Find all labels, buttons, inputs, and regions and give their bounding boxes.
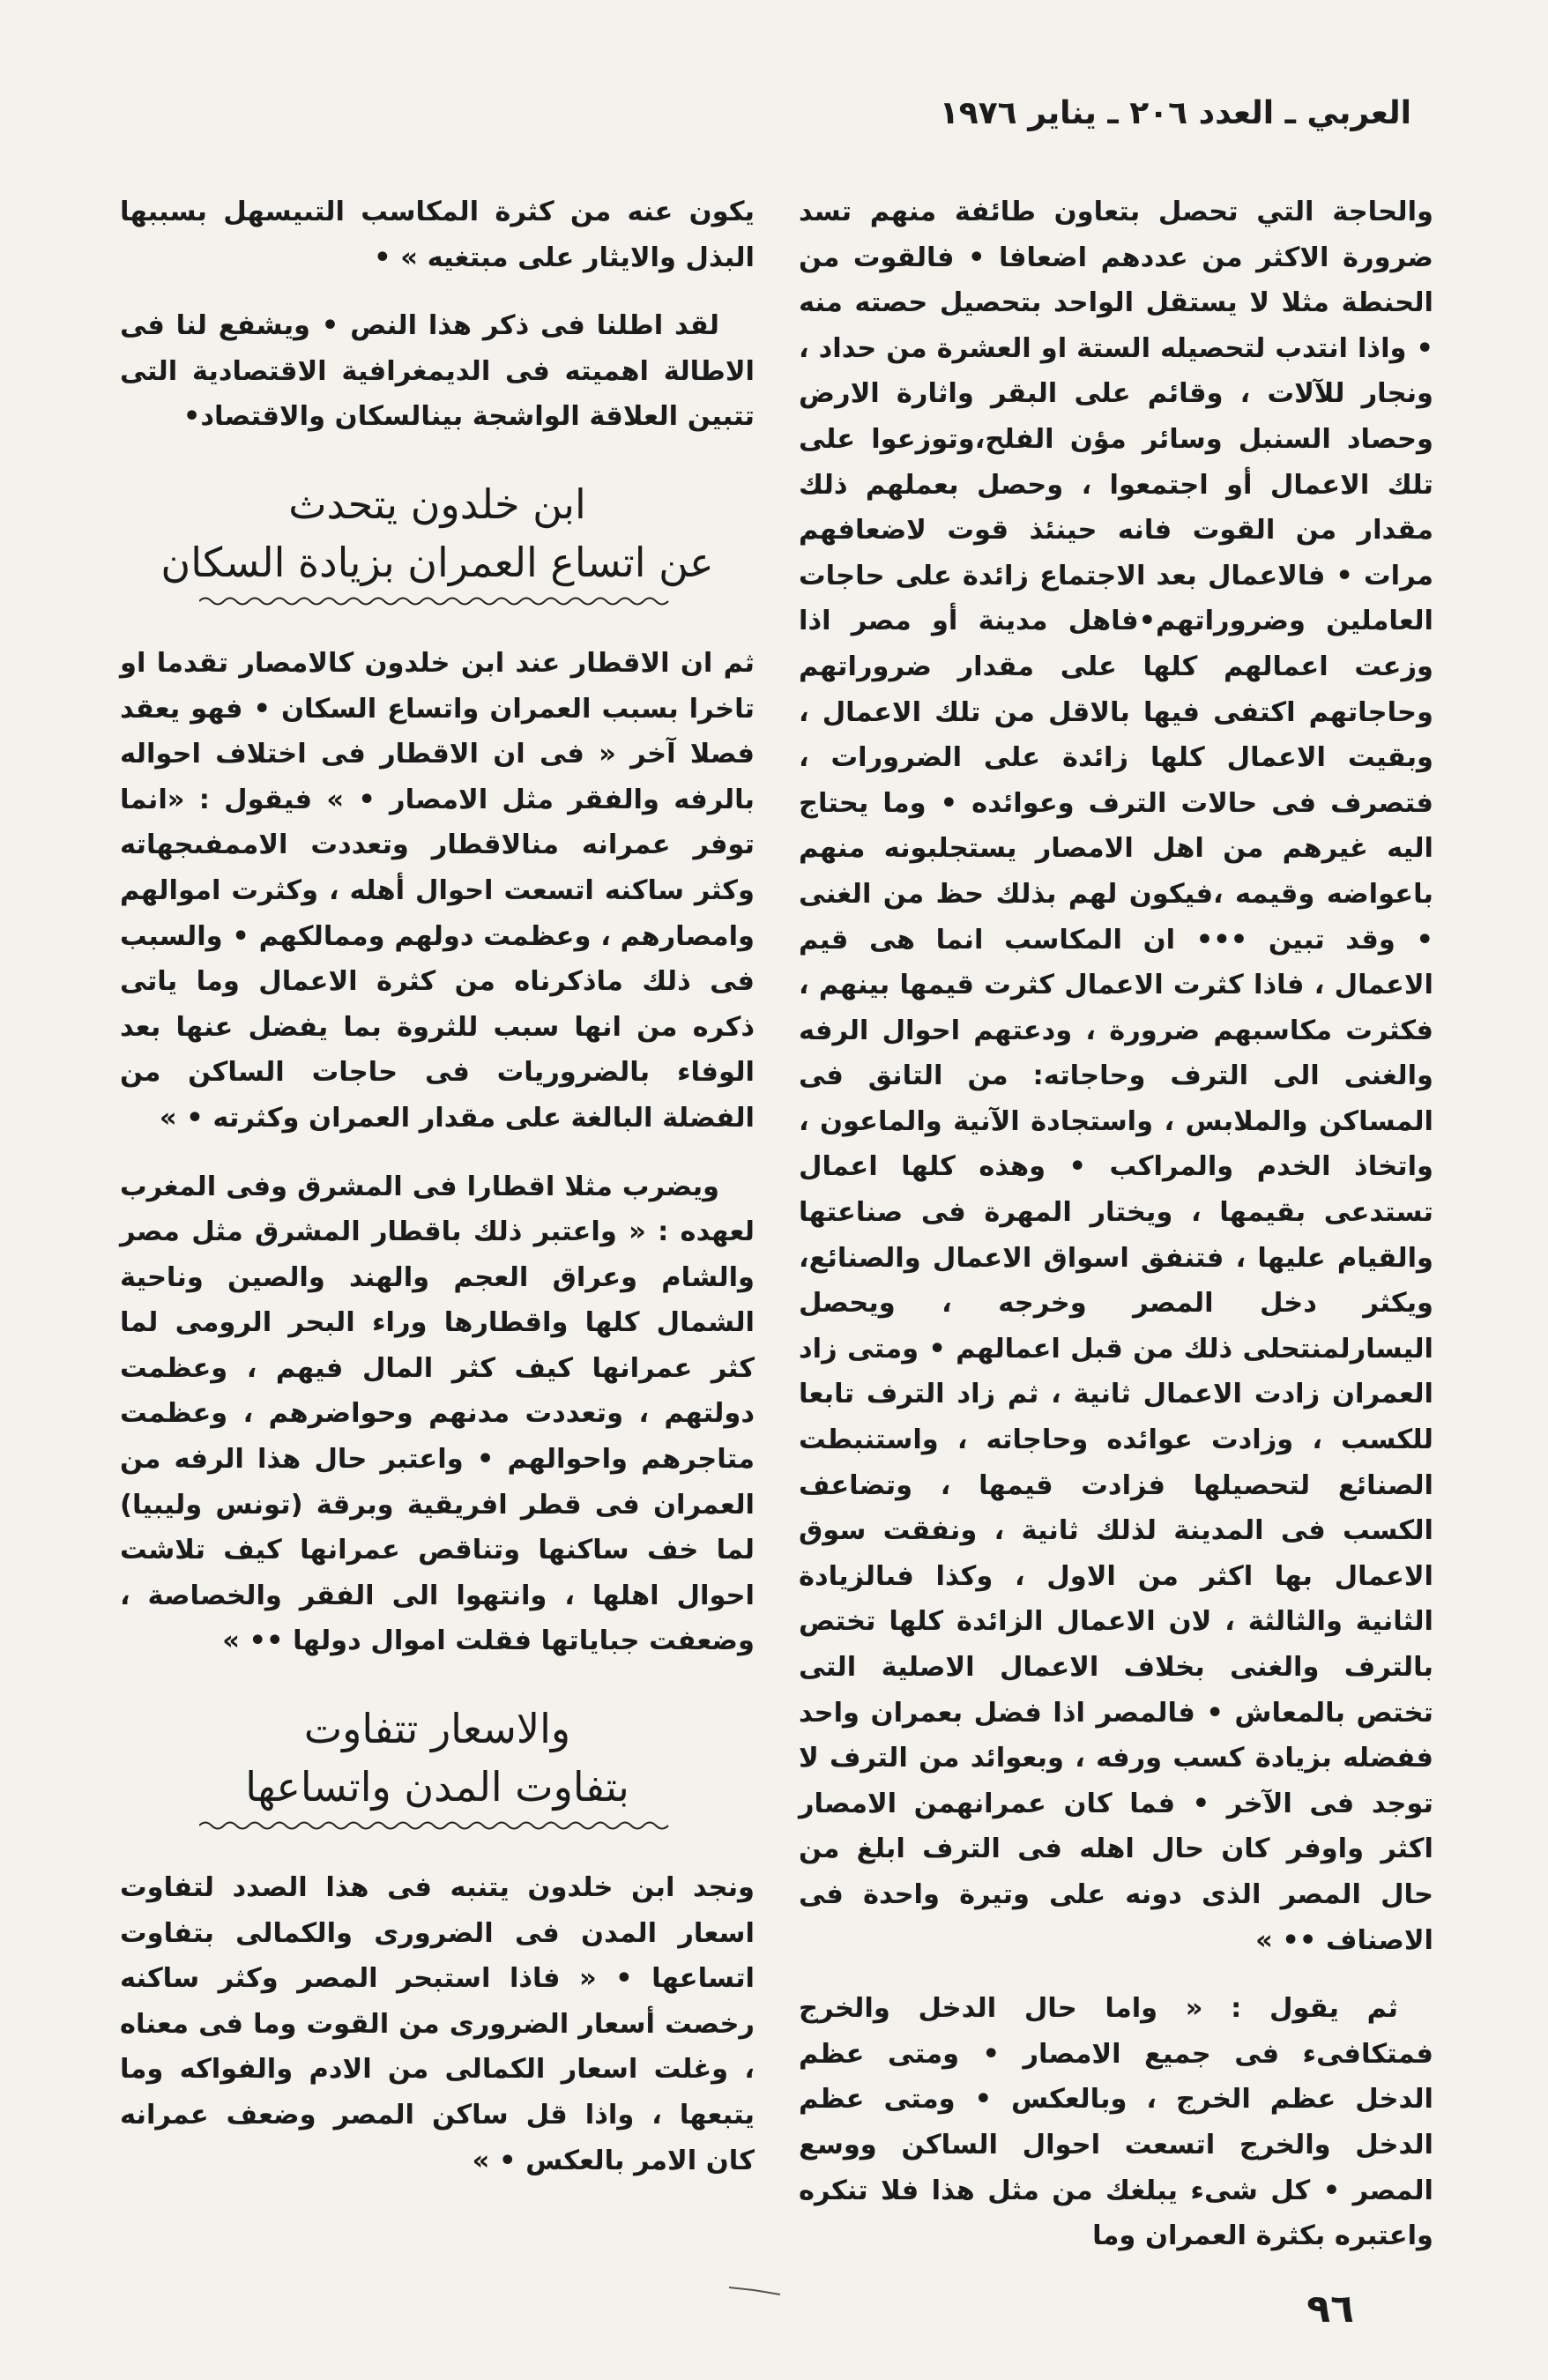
section-heading xyxy=(120,475,755,607)
body-paragraph: ويضرب مثلا اقطارا فى المشرق وفى المغرب لعهده : « واعتبر ذلك باقطار المشرق مثل مصر والشام وعراق العجم والهند والصين وناحية الشمال كلها واقطارها وراء البحر الرومى لما كثر عمرانها كيف كثر المال فيهم ، وعظمت دولتهم ، وتعددت مدنهم وحواضرهم ، وعظمت متاجرهم واحوالهم • واعتبر حال هذا الرفه من العمران فى قطر افريقية وبرقة (تونس وليبيا) لما خف ساكنها وتناقص عمرانها كيف تلاشت احوال اهلها ، وانتهوا الى الفقر والخصاصة ، وضعفت جباياتها فقلت اموال دولها •• » xyxy=(120,1171,755,1657)
body-paragraph: ونجد ابن خلدون يتنبه فى هذا الصدد لتفاوت اسعار المدن فى الضرورى والكمالى بتفاوت اتساعها • « فاذا استبحر المصر وكثر ساكنه رخصت أسعار الضرورى من القوت وما فى معناه ، وغلت اسعار الكمالى من الادم والفواكه وما يتبعها ، واذا قل ساكن المصر وضعف عمرانه كان الامر بالعكس • » xyxy=(120,1872,755,2176)
left-column xyxy=(120,190,755,2206)
page-number: ٩٦ xyxy=(1306,2287,1354,2332)
wavy-underline xyxy=(199,1819,675,1832)
wavy-underline xyxy=(199,595,675,607)
heading-line: ابن خلدون يتحدث xyxy=(288,480,586,528)
heading-line: والاسعار تتفاوت xyxy=(303,1705,571,1753)
body-paragraph: لقد اطلنا فى ذكر هذا النص • ويشفع لنا فى الاطالة اهميته فى الديمغرافية الاقتصادية التى تتبين العلاقة الواشجة بينالسكان والاقتصاد• xyxy=(120,310,755,433)
body-paragraph: والحاجة التي تحصل بتعاون طائفة منهم تسد ضرورة الاكثر من عددهم اضعافا • فالقوت من الحنطة مثلا لا يستقل الواحد بتحصيل حصته منه • واذا انتدب لتحصيله الستة او العشرة من حداد ، ونجار للآلات ، وقائم على البقر واثارة الارض وحصاد السنبل وسائر مؤن الفلح،وتوزعوا على تلك الاعمال أو اجتمعوا ، وحصل بعملهم ذلك مقدار من القوت فانه حينئذ قوت لاضعافهم مرات • فالاعمال بعد الاجتماع زائدة على حاجات العاملين وضروراتهم•فاهل مدينة أو مصر اذا وزعت اعمالهم كلها على مقدار ضروراتهم وحاجاتهم اكتفى فيها بالاقل من تلك الاعمال ، وبقيت الاعمال كلها زائدة على الضرورات ، فتصرف فى حالات الترف وعوائده • وما يحتاج اليه غيرهم من اهل الامصار يستجلبونه منهم باعواضه وقيمه ،فيكون لهم بذلك حظ من الغنى • وقد تبين ••• ان المكاسب انما هى قيم الاعمال ، فاذا كثرت الاعمال كثرت قيمها بينهم ، فكثرت مكاسبهم ضرورة ، ودعتهم احوال الرفه والغنى الى الترف وحاجاته: من التانق فى المساكن والملابس ، واستجادة الآنية والماعون ، واتخاذ الخدم والمراكب • وهذه كلها اعمال تستدعى بقيمها ، ويختار المهرة فى صناعتها والقيام عليها ، فتنفق اسواق الاعمال والصنائع، ويكثر دخل المصر وخرجه ، ويحصل اليسارلمنتحلى ذلك من قبل اعمالهم • ومتى زاد العمران زادت الاعمال ثانية ، ثم زاد الترف تابعا للكسب ، وزادت عوائده وحاجاته ، واستنبطت الصنائع لتحصيلها فزادت قيمها ، وتضاعف الكسب فى المدينة لذلك ثانية ، ونفقت سوق الاعمال بها اكثر من الاول ، وكذا فىالزيادة الثانية والثالثة ، لان الاعمال الزائدة كلها تختص بالترف والغنى بخلاف الاعمال الاصلية التى تختص بالمعاش • فالمصر اذا فضل بعمران واحد ففضله بزيادة كسب ورفه ، وبعوائد من الترف لا توجد فى الآخر • فما كان عمرانهمن الامصار اكثر واوفر كان حال اهله فى الترف ابلغ من حال المصر الذى دونه على وتيرة واحدة فى الاصناف •• » xyxy=(799,197,1433,1956)
body-paragraph: ثم ان الاقطار عند ابن خلدون كالامصار تقدما او تاخرا بسبب العمران واتساع السكان • فهو يعقد فصلا آخر « فى ان الاقطار فى اختلاف احواله بالرفه والفقر مثل الامصار • » فيقول : «انما توفر عمرانه منالاقطار وتعددت الاممفىجهاته وكثر ساكنه اتسعت احوال أهله ، وكثرت اموالهم وامصارهم ، وعظمت دولهم وممالكهم • والسبب فى ذلك ماذكرناه من كثرة الاعمال وما ياتى ذكره من انها سبب للثروة بما يفضل عنها بعد الوفاء بالضروريات فى حاجات الساكن من الفضلة البالغة على مقدار العمران وكثرته • » xyxy=(120,647,755,1134)
body-paragraph: يكون عنه من كثرة المكاسب التىيسهل بسببها البذل والايثار على مبتغيه » • xyxy=(120,197,755,273)
print-speck xyxy=(727,2282,789,2296)
body-paragraph: ثم يقول : « واما حال الدخل والخرج فمتكافىء فى جميع الامصار • ومتى عظم الدخل عظم الخرج ، وبالعكس • ومتى عظم الدخل والخرج اتسعت احوال الساكن ووسع المصر • كل شىء يبلغك من مثل هذا فلا تنكره واعتبره بكثرة العمران وما xyxy=(799,1993,1433,2252)
heading-line: عن اتساع العمران بزيادة السكان xyxy=(160,538,714,586)
right-column xyxy=(799,190,1433,2282)
heading-line: بتفاوت المدن واتساعها xyxy=(245,1763,629,1811)
section-heading xyxy=(120,1699,755,1832)
running-header: العربي ـ العدد ٢٠٦ ـ يناير ١٩٧٦ xyxy=(939,95,1411,131)
